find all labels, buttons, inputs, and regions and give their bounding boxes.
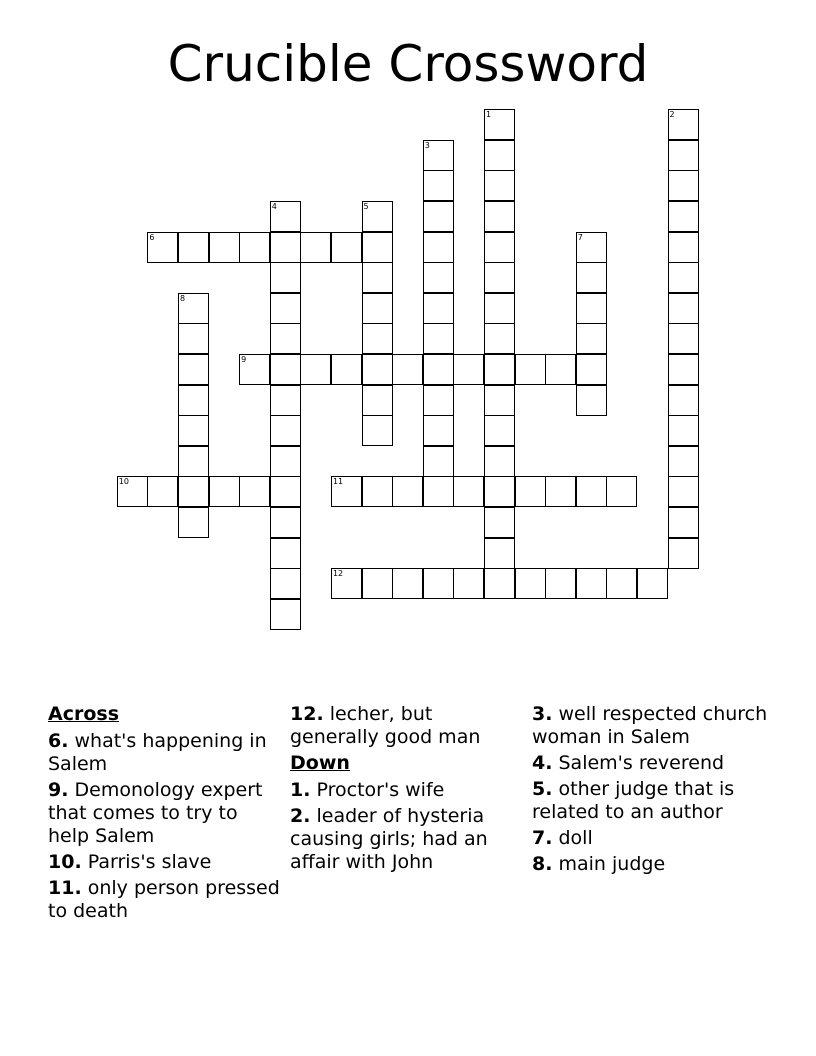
cell-number: 4 [271, 202, 277, 212]
grid-cell[interactable] [453, 568, 484, 599]
clue-number: 9. [48, 779, 69, 801]
grid-cell[interactable] [637, 568, 668, 599]
clue-text: Demonology expert that comes to try to help Salem [48, 779, 263, 847]
grid-cell[interactable] [545, 568, 576, 599]
grid-cell[interactable] [484, 170, 515, 201]
grid-cell[interactable] [209, 476, 240, 507]
grid-cell[interactable] [300, 354, 331, 385]
cell-number: 5 [363, 202, 369, 212]
grid-cell[interactable] [331, 354, 362, 385]
grid-cell[interactable] [668, 446, 699, 477]
grid-cell[interactable] [668, 476, 699, 507]
grid-cell[interactable] [668, 262, 699, 293]
grid-cell[interactable] [178, 323, 209, 354]
grid-cell[interactable] [515, 354, 546, 385]
grid-cell[interactable] [392, 476, 423, 507]
grid-cell[interactable] [484, 323, 515, 354]
grid-cell[interactable] [484, 201, 515, 232]
grid-cell[interactable] [453, 354, 484, 385]
grid-cell[interactable] [270, 323, 301, 354]
cell-number: 9 [241, 355, 247, 365]
grid-cell[interactable] [668, 538, 699, 569]
grid-cell[interactable] [668, 109, 699, 140]
cell-number: 8 [179, 293, 186, 303]
grid-cell[interactable] [668, 385, 699, 416]
grid-cell[interactable] [239, 476, 270, 507]
clue-text: Parris's slave [87, 851, 212, 873]
grid-cell[interactable] [668, 293, 699, 324]
grid-cell[interactable] [270, 354, 301, 385]
grid-cell[interactable] [178, 293, 209, 324]
grid-cell[interactable] [209, 232, 240, 263]
clue-across-11 [48, 877, 280, 923]
grid-cell[interactable] [117, 476, 148, 507]
grid-cell[interactable] [484, 293, 515, 324]
grid-cell[interactable] [362, 415, 393, 446]
grid-cell[interactable] [576, 354, 607, 385]
grid-cell[interactable] [423, 201, 454, 232]
grid-cell[interactable] [270, 415, 301, 446]
grid-cell[interactable] [423, 262, 454, 293]
grid-cell[interactable] [576, 568, 607, 599]
across-heading: Across [48, 703, 120, 725]
grid-cell[interactable] [392, 568, 423, 599]
grid-cell[interactable] [331, 568, 362, 599]
grid-cell[interactable] [362, 476, 393, 507]
clue-across-9 [48, 779, 280, 848]
clue-number: 8. [532, 853, 553, 875]
cell-number: 12 [332, 569, 344, 579]
grid-cell[interactable] [362, 354, 393, 385]
grid-cell[interactable] [362, 201, 393, 232]
clue-down-7 [532, 827, 772, 850]
grid-cell[interactable] [515, 568, 546, 599]
grid-cell[interactable] [545, 354, 576, 385]
clue-text: lecher, but generally good man [290, 703, 481, 748]
grid-cell[interactable] [606, 476, 637, 507]
grid-cell[interactable] [270, 538, 301, 569]
clue-number: 3. [532, 703, 553, 725]
grid-cell[interactable] [392, 354, 423, 385]
clue-text: what's happening in Salem [48, 730, 267, 775]
grid-cell[interactable] [270, 232, 301, 263]
grid-cell[interactable] [423, 415, 454, 446]
grid-cell[interactable] [484, 507, 515, 538]
grid-cell[interactable] [484, 385, 515, 416]
cell-number: 7 [577, 232, 583, 242]
grid-cell[interactable] [576, 476, 607, 507]
cell-number: 10 [118, 477, 129, 487]
clue-number: 12. [290, 703, 324, 725]
grid-cell[interactable] [423, 446, 454, 477]
clue-text: leader of hysteria causing girls; had an affair with John [290, 805, 488, 873]
grid-cell[interactable] [331, 476, 362, 507]
grid-cell[interactable] [270, 262, 301, 293]
grid-cell[interactable] [362, 232, 393, 263]
grid-cell[interactable] [545, 476, 576, 507]
cell-number: 1 [485, 110, 492, 120]
grid-cell[interactable] [423, 232, 454, 263]
grid-cell[interactable] [668, 232, 699, 263]
grid-cell[interactable] [484, 446, 515, 477]
clue-down-4 [532, 752, 772, 775]
clue-number: 11. [48, 877, 82, 899]
clue-number: 10. [48, 851, 82, 873]
grid-cell[interactable] [270, 476, 301, 507]
clue-number: 7. [532, 827, 553, 849]
grid-cell[interactable] [484, 232, 515, 263]
grid-cell[interactable] [576, 232, 607, 263]
grid-cell[interactable] [423, 568, 454, 599]
grid-cell[interactable] [362, 293, 393, 324]
grid-cell[interactable] [515, 476, 546, 507]
grid-cell[interactable] [576, 293, 607, 324]
grid-cell[interactable] [178, 354, 209, 385]
grid-cell[interactable] [423, 323, 454, 354]
grid-cell[interactable] [270, 599, 301, 630]
clue-text: well respected church woman in Salem [532, 703, 768, 748]
clues-column-3 [532, 700, 772, 879]
grid-cell[interactable] [668, 354, 699, 385]
grid-cell[interactable] [239, 232, 270, 263]
grid-cell[interactable] [178, 446, 209, 477]
grid-cell[interactable] [362, 323, 393, 354]
grid-cell[interactable] [178, 415, 209, 446]
grid-cell[interactable] [484, 568, 515, 599]
clue-down-1 [290, 779, 526, 802]
grid-cell[interactable] [362, 262, 393, 293]
grid-cell[interactable] [484, 476, 515, 507]
grid-cell[interactable] [423, 476, 454, 507]
clue-text: only person pressed to death [48, 877, 280, 922]
grid-cell[interactable] [178, 476, 209, 507]
clue-text: Salem's reverend [558, 752, 725, 774]
grid-cell[interactable] [668, 170, 699, 201]
grid-cell[interactable] [270, 385, 301, 416]
grid-cell[interactable] [668, 507, 699, 538]
grid-cell[interactable] [362, 568, 393, 599]
grid-cell[interactable] [178, 507, 209, 538]
clue-across-12 [290, 703, 526, 749]
grid-cell[interactable] [576, 385, 607, 416]
grid-cell[interactable] [270, 568, 301, 599]
grid-cell[interactable] [484, 140, 515, 171]
grid-cell[interactable] [484, 354, 515, 385]
clue-text: main judge [558, 853, 666, 875]
grid-cell[interactable] [423, 385, 454, 416]
clue-down-8 [532, 853, 772, 876]
clue-down-3 [532, 703, 772, 749]
grid-cell[interactable] [362, 385, 393, 416]
clue-number: 6. [48, 730, 69, 752]
grid-cell[interactable] [147, 476, 178, 507]
grid-cell[interactable] [270, 293, 301, 324]
grid-cell[interactable] [423, 170, 454, 201]
grid-cell[interactable] [576, 323, 607, 354]
clue-text: Proctor's wife [316, 779, 445, 801]
grid-cell[interactable] [484, 262, 515, 293]
grid-cell[interactable] [668, 415, 699, 446]
clues-column-2 [290, 700, 526, 877]
grid-cell[interactable] [668, 140, 699, 171]
grid-cell[interactable] [668, 323, 699, 354]
grid-cell[interactable] [270, 446, 301, 477]
page-title: Crucible Crossword [167, 35, 649, 93]
clue-number: 1. [290, 779, 311, 801]
grid-cell[interactable] [147, 232, 178, 263]
grid-cell[interactable] [423, 140, 454, 171]
cell-number: 11 [332, 477, 344, 487]
clue-down-2 [290, 805, 526, 874]
clue-number: 5. [532, 778, 553, 800]
down-heading: Down [290, 752, 350, 774]
grid-cell[interactable] [178, 385, 209, 416]
grid-cell[interactable] [576, 262, 607, 293]
grid-cell[interactable] [423, 354, 454, 385]
clue-down-5 [532, 778, 772, 824]
clue-across-6 [48, 730, 280, 776]
grid-cell[interactable] [453, 476, 484, 507]
grid-cell[interactable] [484, 109, 515, 140]
cell-number: 2 [669, 110, 675, 120]
grid-cell[interactable] [484, 538, 515, 569]
clues-column-1 [48, 700, 280, 926]
clue-text: doll [558, 827, 593, 849]
clue-text: other judge that is related to an author [532, 778, 735, 823]
clue-number: 4. [532, 752, 553, 774]
grid-cell[interactable] [423, 293, 454, 324]
grid-cell[interactable] [606, 568, 637, 599]
grid-cell[interactable] [270, 507, 301, 538]
clue-across-10 [48, 851, 280, 874]
cell-number: 6 [149, 232, 155, 242]
grid-cell[interactable] [331, 232, 362, 263]
grid-cell[interactable] [484, 415, 515, 446]
cell-number: 3 [424, 140, 430, 150]
grid-cell[interactable] [270, 201, 301, 232]
grid-cell[interactable] [668, 201, 699, 232]
grid-cell[interactable] [178, 232, 209, 263]
clue-number: 2. [290, 805, 311, 827]
grid-cell[interactable] [300, 232, 331, 263]
grid-cell[interactable] [239, 354, 270, 385]
